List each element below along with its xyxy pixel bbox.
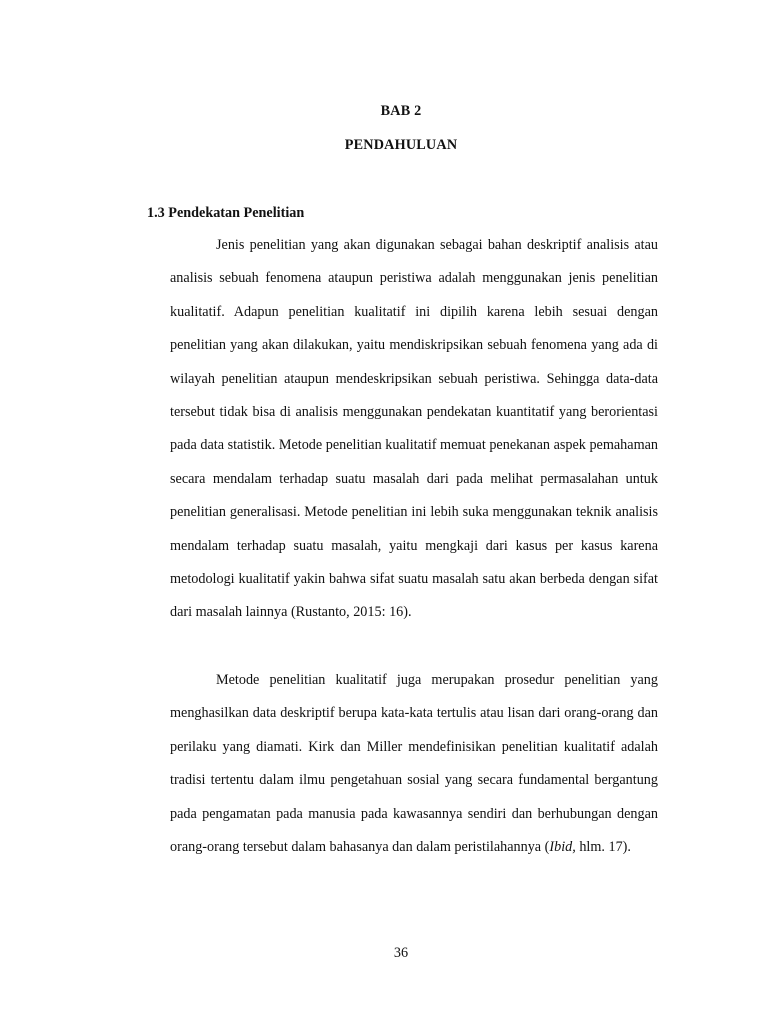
page-number: 36 bbox=[393, 945, 409, 961]
citation-ibid: Ibid, bbox=[549, 839, 576, 856]
paragraph-2-text-end: hlm. 17). bbox=[575, 839, 631, 856]
chapter-number: BAB 2 bbox=[380, 103, 422, 119]
body-paragraph-1: Jenis penelitian yang akan digunakan sebagai bahan deskriptif analisis atau analisis sebuah fenomena ataupun peristiwa adalah menggunakan jenis penelitian kualitatif. Adapun penelitian kualitatif ini dipilih karena lebih sesuai dengan penelitian yang akan dilakukan, yaitu mendiskripsikan sebuah fenomena yang ada di wilayah penelitian ataupun mendeskripsikan sebuah peristiwa. Sehingga data-data tersebut tidak bisa di analisis menggunakan pendekatan kuantitatif yang berorientasi pada data statistik. Metode penelitian kualitatif memuat penekanan aspek pemahaman secara mendalam terhadap suatu masalah dari pada melihat permasalahan untuk penelitian generalisasi. Metode penelitian ini lebih suka menggunakan teknik analisis mendalam terhadap suatu masalah, yaitu mengkaji dari kasus per kasus karena metodologi kualitatif yakin bahwa sifat suatu masalah satu akan berbeda dengan sifat dari masalah lainnya (Rustanto, 2015: 16). bbox=[170, 237, 658, 621]
body-paragraph-2 bbox=[170, 664, 658, 864]
paragraph-2-text: Metode penelitian kualitatif juga merupakan prosedur penelitian yang menghasilkan data deskriptif berupa kata-kata tertulis atau lisan dari orang-orang dan perilaku yang diamati. Kirk dan Miller mendefinisikan penelitian kualitatif adalah tradisi tertentu dalam ilmu pengetahuan sosial yang secara fundamental bergantung pada pengamatan pada manusia pada kawasannya sendiri dan berhubungan dengan orang-orang tersebut dalam bahasanya dan dalam peristilahannya ( bbox=[170, 672, 658, 856]
section-heading: 1.3 Pendekatan Penelitian bbox=[147, 205, 305, 221]
chapter-title: PENDAHULUAN bbox=[344, 137, 458, 153]
